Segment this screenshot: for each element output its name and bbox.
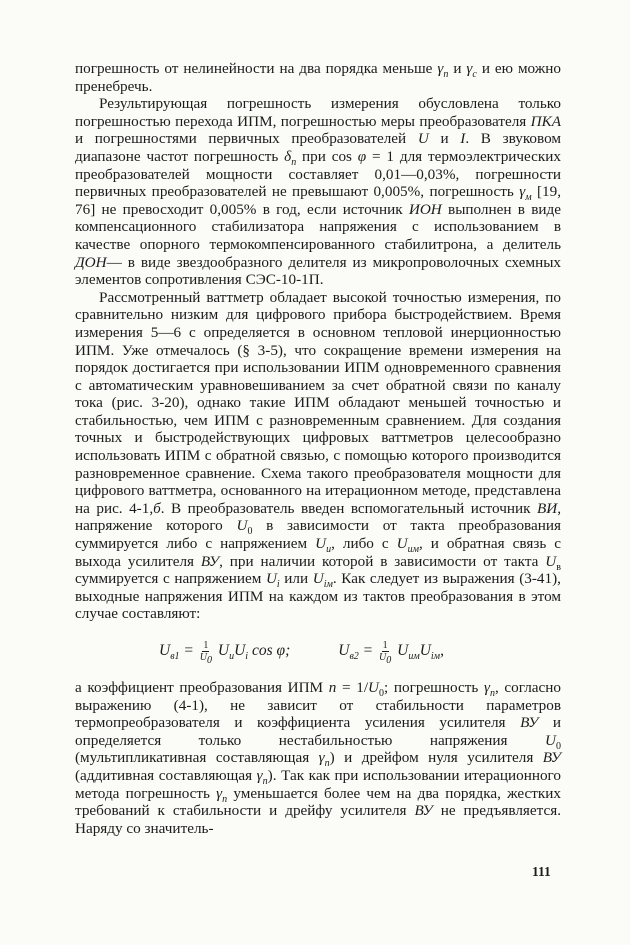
formula-left: $U_{в1}$ = $\frac{1}{U_0}$ $U_иU_i$ cos φ;: [159, 639, 291, 666]
formula-block: [75, 623, 561, 679]
formula-right: $U_{в2}$ = $\frac{1}{U_0}$ $U_{им}U_{iм}$,: [338, 639, 444, 666]
paragraph-1: погрешность от нелинейности на два порядка меньше $\gamma_п$ и $\gamma_с$ и ею можно пренебречь.: [75, 60, 561, 95]
body-text: [75, 60, 561, 837]
paragraph-2: Результирующая погрешность измерения обусловлена только погрешностью перехода ИПМ, погрешностью меры преобразователя ПКА и погрешностями первичных преобразователей U и I. В звуковом диапазоне частот погрешность $\delta_п$ при cos φ = 1 для термоэлектрических преобразователей мощности составляет 0,01—0,03%, погрешности первичных преобразователей не превышают 0,005%, погрешность $\gamma_м$ [19, 76] не превосходит 0,005% в год, если источник ИОН выполнен в виде компенсационного стабилизатора напряжения с использованием в качестве опорного термокомпенсированного стабилитрона, а делитель ДОН— в виде звездообразного делителя из микропроволочных схемных элементов сопротивления СЭС-10-1П.: [75, 95, 562, 289]
paragraph-4: а коэффициент преобразования ИПМ $n = 1/U_0$; погрешность $\gamma_п$, согласно выражению (4-1), не зависит от стабильности параметров термопреобразователя и коэффициента усиления усилителя ВУ и определяется только нестабильностью напряжения $U_0$ (мультипликативная составляющая $\gamma_п$) и дрейфом нуля усилителя ВУ (аддитивная составляющая $\gamma_п$). Так как при использовании итерационного метода погрешность $\gamma_п$ уменьшается более чем на два порядка, жестких требований к стабильности и дрейфу усилителя ВУ не предъявляется. Наряду со значитель-: [75, 679, 562, 837]
page-number: 111: [532, 864, 551, 879]
paragraph-3: Рассмотренный ваттметр обладает высокой точностью измерения, по сравнительно низким для цифрового прибора быстродействием. Время измерения 5—6 с определяется в основном тепловой инерционностью ИПМ. Уже отмечалось (§ 3-5), что сокращение времени измерения на порядок достигается при использовании ИПМ одновременного сравнения с автоматическим уравновешиванием за счет обратной связи по каналу тока (рис. 3-20), однако такие ИПМ обладают меньшей точностью и стабильностью, чем ИПМ с разновременным сравнением. Для создания точных и быстродействующих цифровых ваттметров целесообразно использовать ИПМ с обратной связью, с помощью которого производится разновременное сравнение. Схема такого преобразователя мощности для цифрового ваттметра, основанного на итерационном методе, представлена на рис. 4-1,б. В преобразователь введен вспомогательный источник ВИ, напряжение которого $U_0$ в зависимости от такта преобразования суммируется либо с напряжением $U_и$, либо с $U_{им}$, и обратная связь с выхода усилителя ВУ, при наличии которой в зависимости от такта $U_в$ суммируется с напряжением $U_i$ или $U_{iм}$. Как следует из выражения (3-41), выходные напряжения ИПМ на каждом из тактов преобразования в этом случае составляют:: [75, 288, 561, 623]
